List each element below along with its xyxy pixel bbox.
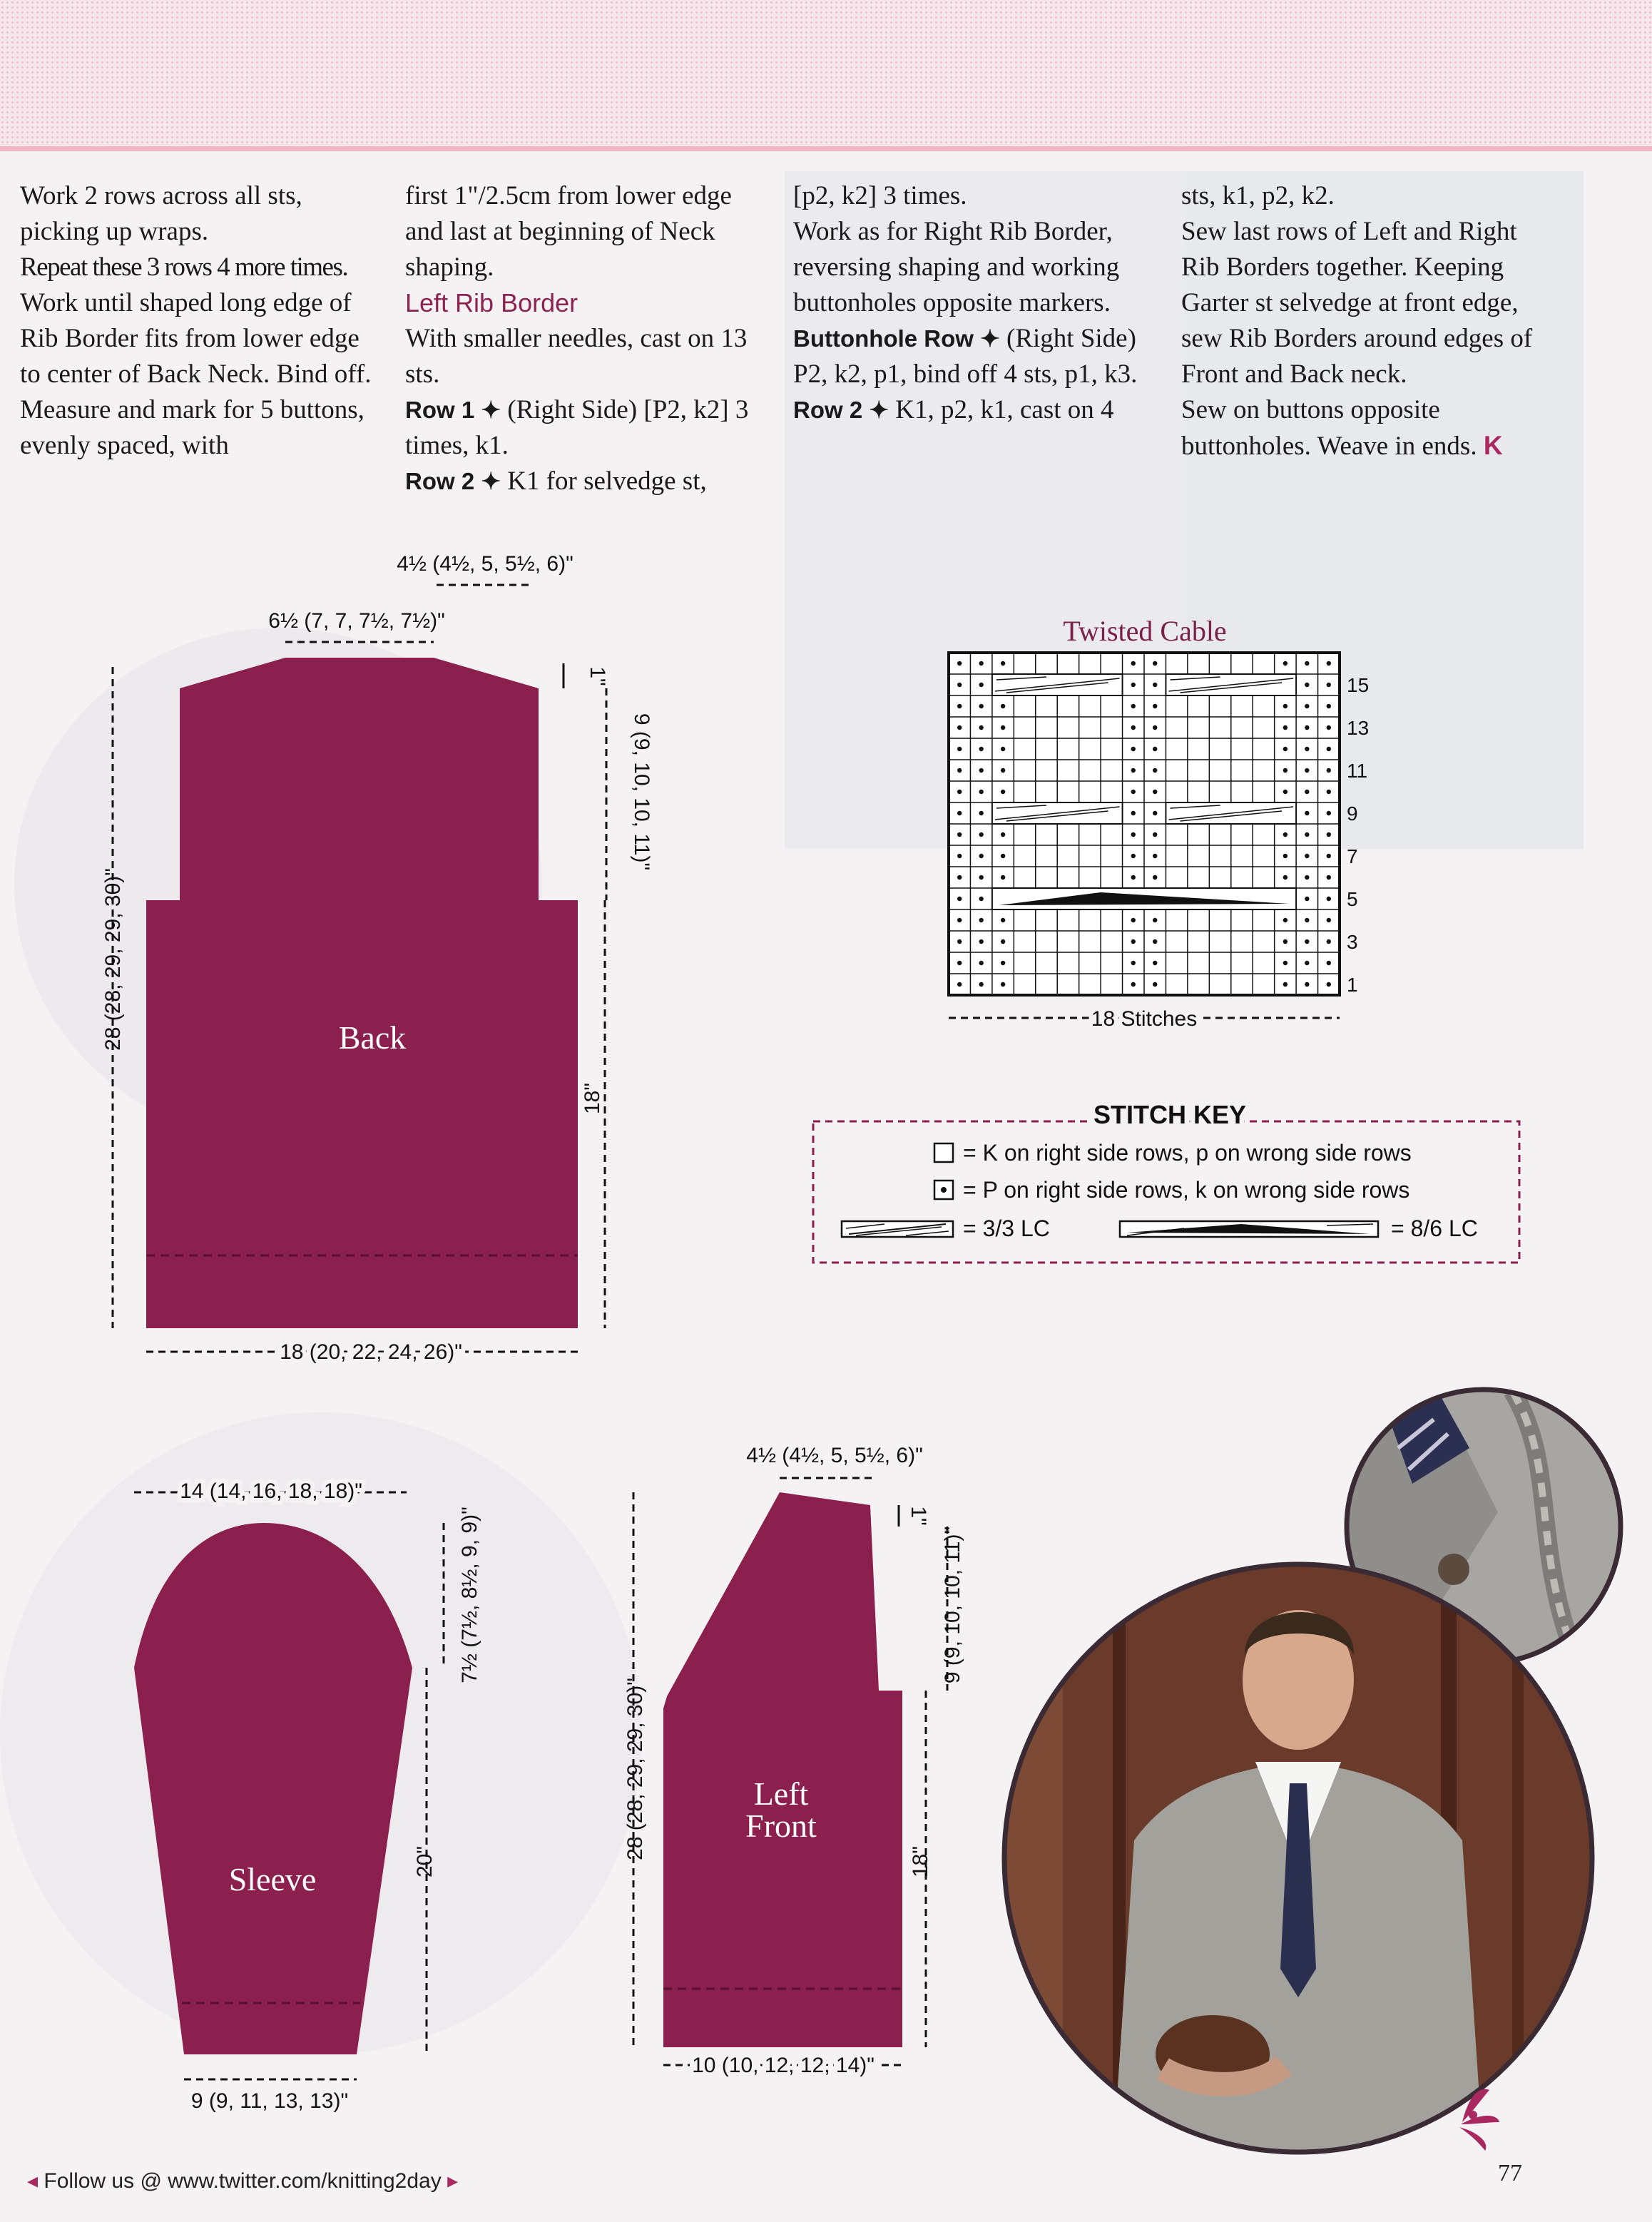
purl-dot — [979, 725, 983, 730]
purl-dot — [957, 747, 962, 751]
paragraph: [p2, k2] 3 times. — [793, 181, 967, 210]
purl-dot — [957, 897, 962, 901]
purl-dot — [1153, 768, 1157, 773]
knit-symbol-icon — [934, 1143, 953, 1162]
purl-dot — [1131, 661, 1136, 666]
purl-dot — [1001, 704, 1005, 708]
purl-dot-icon — [941, 1187, 947, 1193]
row-text: K1 for selvedge st, — [501, 467, 707, 496]
purl-dot — [1305, 875, 1309, 880]
purl-dot — [1153, 747, 1157, 751]
footer-follow-text[interactable]: Follow us @ www.twitter.com/knitting2day — [44, 2169, 442, 2193]
left-front-label-line2: Front — [745, 1808, 817, 1844]
purl-dot — [1153, 661, 1157, 666]
purl-dot — [979, 918, 983, 922]
purl-dot — [1305, 982, 1309, 987]
purl-dot — [979, 897, 983, 901]
purl-dot — [1001, 661, 1005, 666]
purl-dot — [979, 875, 983, 880]
purl-dot — [1327, 854, 1331, 858]
purl-dot — [1283, 790, 1288, 794]
row-label: Row 2 ✦ — [793, 397, 889, 423]
purl-dot — [1153, 875, 1157, 880]
paragraph: Work as for Right Rib Border, reversing shaping and working buttonholes opposite markers. — [793, 217, 1120, 317]
purl-dot — [957, 854, 962, 858]
paragraph: sts, k1, p2, k2. — [1181, 181, 1335, 210]
purl-dot — [1327, 832, 1331, 837]
purl-dot — [1153, 790, 1157, 794]
purl-dot — [1283, 747, 1288, 751]
purl-dot — [979, 768, 983, 773]
purl-dot — [1283, 768, 1288, 773]
purl-dot — [979, 704, 983, 708]
back-shoulder-drop-dim: 1" — [586, 666, 609, 686]
purl-dot — [1131, 747, 1136, 751]
purl-dot — [1283, 875, 1288, 880]
purl-dot — [1305, 811, 1309, 815]
purl-dot — [957, 661, 962, 666]
footer-mark-icon: ▸ — [447, 2169, 459, 2193]
knit-key-text: = K on right side rows, p on wrong side rows — [963, 1140, 1412, 1166]
purl-dot — [1305, 918, 1309, 922]
purl-dot — [1327, 747, 1331, 751]
purl-dot — [1131, 982, 1136, 987]
purl-dot — [1131, 854, 1136, 858]
row-number: 9 — [1347, 802, 1358, 825]
back-width-dim: 18 (20, 22, 24, 26)" — [280, 1340, 462, 1364]
stitch-key-title: STITCH KEY — [1093, 1100, 1247, 1129]
purl-dot — [1327, 875, 1331, 880]
back-length-dim: 28 (28, 29, 29, 30)" — [101, 868, 125, 1051]
purl-dot — [1001, 768, 1005, 773]
left-front-shape — [663, 1492, 902, 2047]
purl-dot — [1305, 747, 1309, 751]
purl-dot — [957, 832, 962, 837]
page-number: 77 — [1498, 2160, 1522, 2186]
purl-dot — [957, 790, 962, 794]
purl-dot — [1283, 939, 1288, 944]
row-number: 15 — [1347, 674, 1370, 696]
footer-follow — [27, 2169, 458, 2193]
left-front-schematic — [623, 1444, 964, 2077]
purl-dot — [979, 811, 983, 815]
purl-dot — [1305, 897, 1309, 901]
purl-dot — [1283, 918, 1288, 922]
purl-dot — [1305, 725, 1309, 730]
purl-dot — [1283, 961, 1288, 965]
sleeve-top-dim: 14 (14, 16, 18, 18)" — [180, 1479, 362, 1503]
lc86-symbol-icon — [1120, 1221, 1378, 1237]
purl-dot — [1283, 704, 1288, 708]
purl-dot — [957, 704, 962, 708]
row-number: 3 — [1347, 931, 1358, 953]
purl-dot — [1131, 683, 1136, 687]
purl-dot — [1131, 832, 1136, 837]
back-neck-dim: 4½ (4½, 5, 5½, 6)" — [397, 552, 573, 576]
paragraph: Work 2 rows across all sts, picking up wraps. — [20, 181, 302, 246]
row-text: (Right Side) [P2, k2] 3 times, k1. — [405, 395, 749, 460]
purl-dot — [1283, 832, 1288, 837]
purl-dot — [1305, 683, 1309, 687]
purl-dot — [1001, 982, 1005, 987]
row-label: Row 2 ✦ — [405, 468, 501, 494]
purl-dot — [1327, 683, 1331, 687]
purl-dot — [1305, 661, 1309, 666]
sleeve-schematic — [134, 1479, 481, 2113]
sleeve-shape — [134, 1523, 412, 2054]
cable-chart — [949, 615, 1369, 1031]
purl-dot — [979, 790, 983, 794]
row-text: (Right Side) P2, k2, p1, bind off 4 sts, p1, k3. — [793, 324, 1138, 389]
back-side-dim: 18" — [581, 1082, 604, 1115]
model-photo — [999, 1562, 1598, 2161]
purl-dot — [979, 832, 983, 837]
purl-dot — [1001, 747, 1005, 751]
left-front-width-dim: 10 (10, 12, 12, 14)" — [692, 2054, 875, 2077]
purl-dot — [1131, 790, 1136, 794]
row-label: Buttonhole Row ✦ — [793, 325, 1000, 352]
row-label: Row 1 ✦ — [405, 397, 501, 423]
purl-dot — [1305, 832, 1309, 837]
purl-key-text: = P on right side rows, k on wrong side rows — [963, 1177, 1410, 1203]
paragraph-text: Sew on buttons opposite buttonholes. Weave in ends. — [1181, 395, 1477, 461]
purl-dot — [1153, 982, 1157, 987]
paragraph: Work until shaped long edge of Rib Border fits from lower edge to center of Back Neck. Bind off. — [20, 288, 372, 389]
purl-dot — [1131, 768, 1136, 773]
purl-dot — [957, 918, 962, 922]
purl-dot — [957, 811, 962, 815]
left-front-length-dim: 28 (28, 29, 29, 30)" — [623, 1678, 647, 1860]
purl-dot — [1153, 918, 1157, 922]
paragraph: first 1"/2.5cm from lower edge and last at beginning of Neck shaping. — [405, 181, 732, 282]
purl-dot — [1153, 811, 1157, 815]
purl-dot — [1001, 875, 1005, 880]
paragraph: Repeat these 3 rows 4 more times. — [20, 253, 348, 282]
purl-dot — [1131, 704, 1136, 708]
purl-dot — [979, 747, 983, 751]
purl-dot — [1283, 854, 1288, 858]
sleeve-label: Sleeve — [228, 1861, 317, 1897]
footer-mark-icon: ◂ — [27, 2169, 39, 2193]
purl-dot — [1305, 768, 1309, 773]
paragraph: Measure and mark for 5 buttons, evenly spaced, with — [20, 395, 364, 460]
row-number: 1 — [1347, 974, 1358, 996]
purl-dot — [1305, 939, 1309, 944]
purl-dot — [979, 661, 983, 666]
purl-dot — [979, 939, 983, 944]
section-heading: Left Rib Border — [405, 288, 578, 317]
purl-dot — [1327, 725, 1331, 730]
stitch-key — [813, 1100, 1519, 1263]
left-front-side-dim: 18" — [909, 1845, 932, 1878]
purl-dot — [1327, 961, 1331, 965]
purl-dot — [957, 768, 962, 773]
purl-dot — [1153, 854, 1157, 858]
sleeve-length-dim: 20" — [413, 1845, 437, 1878]
paragraph: With smaller needles, cast on 13 sts. — [405, 324, 748, 389]
purl-dot — [1001, 832, 1005, 837]
purl-dot — [1153, 832, 1157, 837]
row-number: 5 — [1347, 888, 1358, 910]
purl-dot — [1327, 704, 1331, 708]
row-number: 7 — [1347, 845, 1358, 867]
purl-dot — [957, 875, 962, 880]
lc33-key-text: = 3/3 LC — [963, 1216, 1050, 1241]
purl-dot — [979, 854, 983, 858]
purl-dot — [957, 939, 962, 944]
purl-dot — [1131, 939, 1136, 944]
row-number: 13 — [1347, 717, 1370, 739]
purl-dot — [1153, 704, 1157, 708]
purl-dot — [1327, 768, 1331, 773]
back-armhole-dim: 9 (9, 10, 10, 11)" — [630, 713, 653, 871]
purl-dot — [1305, 790, 1309, 794]
purl-dot — [979, 982, 983, 987]
purl-dot — [1131, 875, 1136, 880]
purl-dot — [979, 683, 983, 687]
paragraph: Sew last rows of Left and Right Rib Borders together. Keeping Garter st selvedge at front edge, sew Rib Borders around edges of Front and Back neck. — [1181, 217, 1533, 389]
purl-dot — [957, 725, 962, 730]
purl-dot — [1283, 982, 1288, 987]
purl-dot — [1305, 961, 1309, 965]
purl-dot — [1327, 790, 1331, 794]
purl-dot — [1283, 661, 1288, 666]
purl-dot — [1131, 918, 1136, 922]
purl-dot — [957, 683, 962, 687]
purl-dot — [979, 961, 983, 965]
back-label: Back — [338, 1019, 407, 1056]
back-shape — [146, 658, 578, 1328]
left-front-neck-dim: 4½ (4½, 5, 5½, 6)" — [746, 1444, 923, 1467]
row-text: K1, p2, k1, cast on 4 — [889, 395, 1114, 424]
purl-dot — [1153, 683, 1157, 687]
purl-dot — [1283, 725, 1288, 730]
purl-dot — [1327, 982, 1331, 987]
purl-dot — [1305, 854, 1309, 858]
purl-dot — [1001, 939, 1005, 944]
purl-dot — [1131, 725, 1136, 730]
purl-dot — [1153, 939, 1157, 944]
purl-dot — [1327, 661, 1331, 666]
lc86-key-text: = 8/6 LC — [1391, 1216, 1478, 1241]
chart-row-numbers — [1347, 674, 1369, 996]
chart-stitches-label: 18 Stitches — [1091, 1007, 1198, 1031]
purl-dot — [1001, 918, 1005, 922]
left-front-label-line1: Left — [753, 1775, 809, 1812]
purl-dot — [1001, 790, 1005, 794]
left-front-shoulder-drop-dim: 1" — [907, 1506, 930, 1526]
purl-dot — [1153, 725, 1157, 730]
purl-dot — [1327, 811, 1331, 815]
back-schematic — [101, 552, 653, 1364]
purl-dot — [957, 961, 962, 965]
sleeve-cuff-dim: 9 (9, 11, 13, 13)" — [190, 2089, 349, 2113]
purl-dot — [1001, 725, 1005, 730]
purl-dot — [957, 982, 962, 987]
purl-dot — [1327, 939, 1331, 944]
purl-dot — [1153, 961, 1157, 965]
end-mark-icon: K — [1483, 431, 1503, 460]
purl-dot — [1131, 961, 1136, 965]
purl-dot — [1131, 811, 1136, 815]
cable-chart-title: Twisted Cable — [1063, 615, 1227, 647]
lc33-symbol-icon — [842, 1221, 953, 1237]
purl-dot — [1001, 854, 1005, 858]
left-front-armhole-dim: 9 (9, 10, 10, 11)" — [941, 1526, 964, 1684]
purl-dot — [1327, 918, 1331, 922]
purl-dot — [1327, 897, 1331, 901]
back-shoulder-dim: 6½ (7, 7, 7½, 7½)" — [268, 609, 445, 633]
purl-dot — [1305, 704, 1309, 708]
purl-dot — [1001, 961, 1005, 965]
row-number: 11 — [1347, 760, 1368, 782]
sleeve-cap-dim: 7½ (7½, 8½, 9, 9)" — [458, 1507, 481, 1683]
